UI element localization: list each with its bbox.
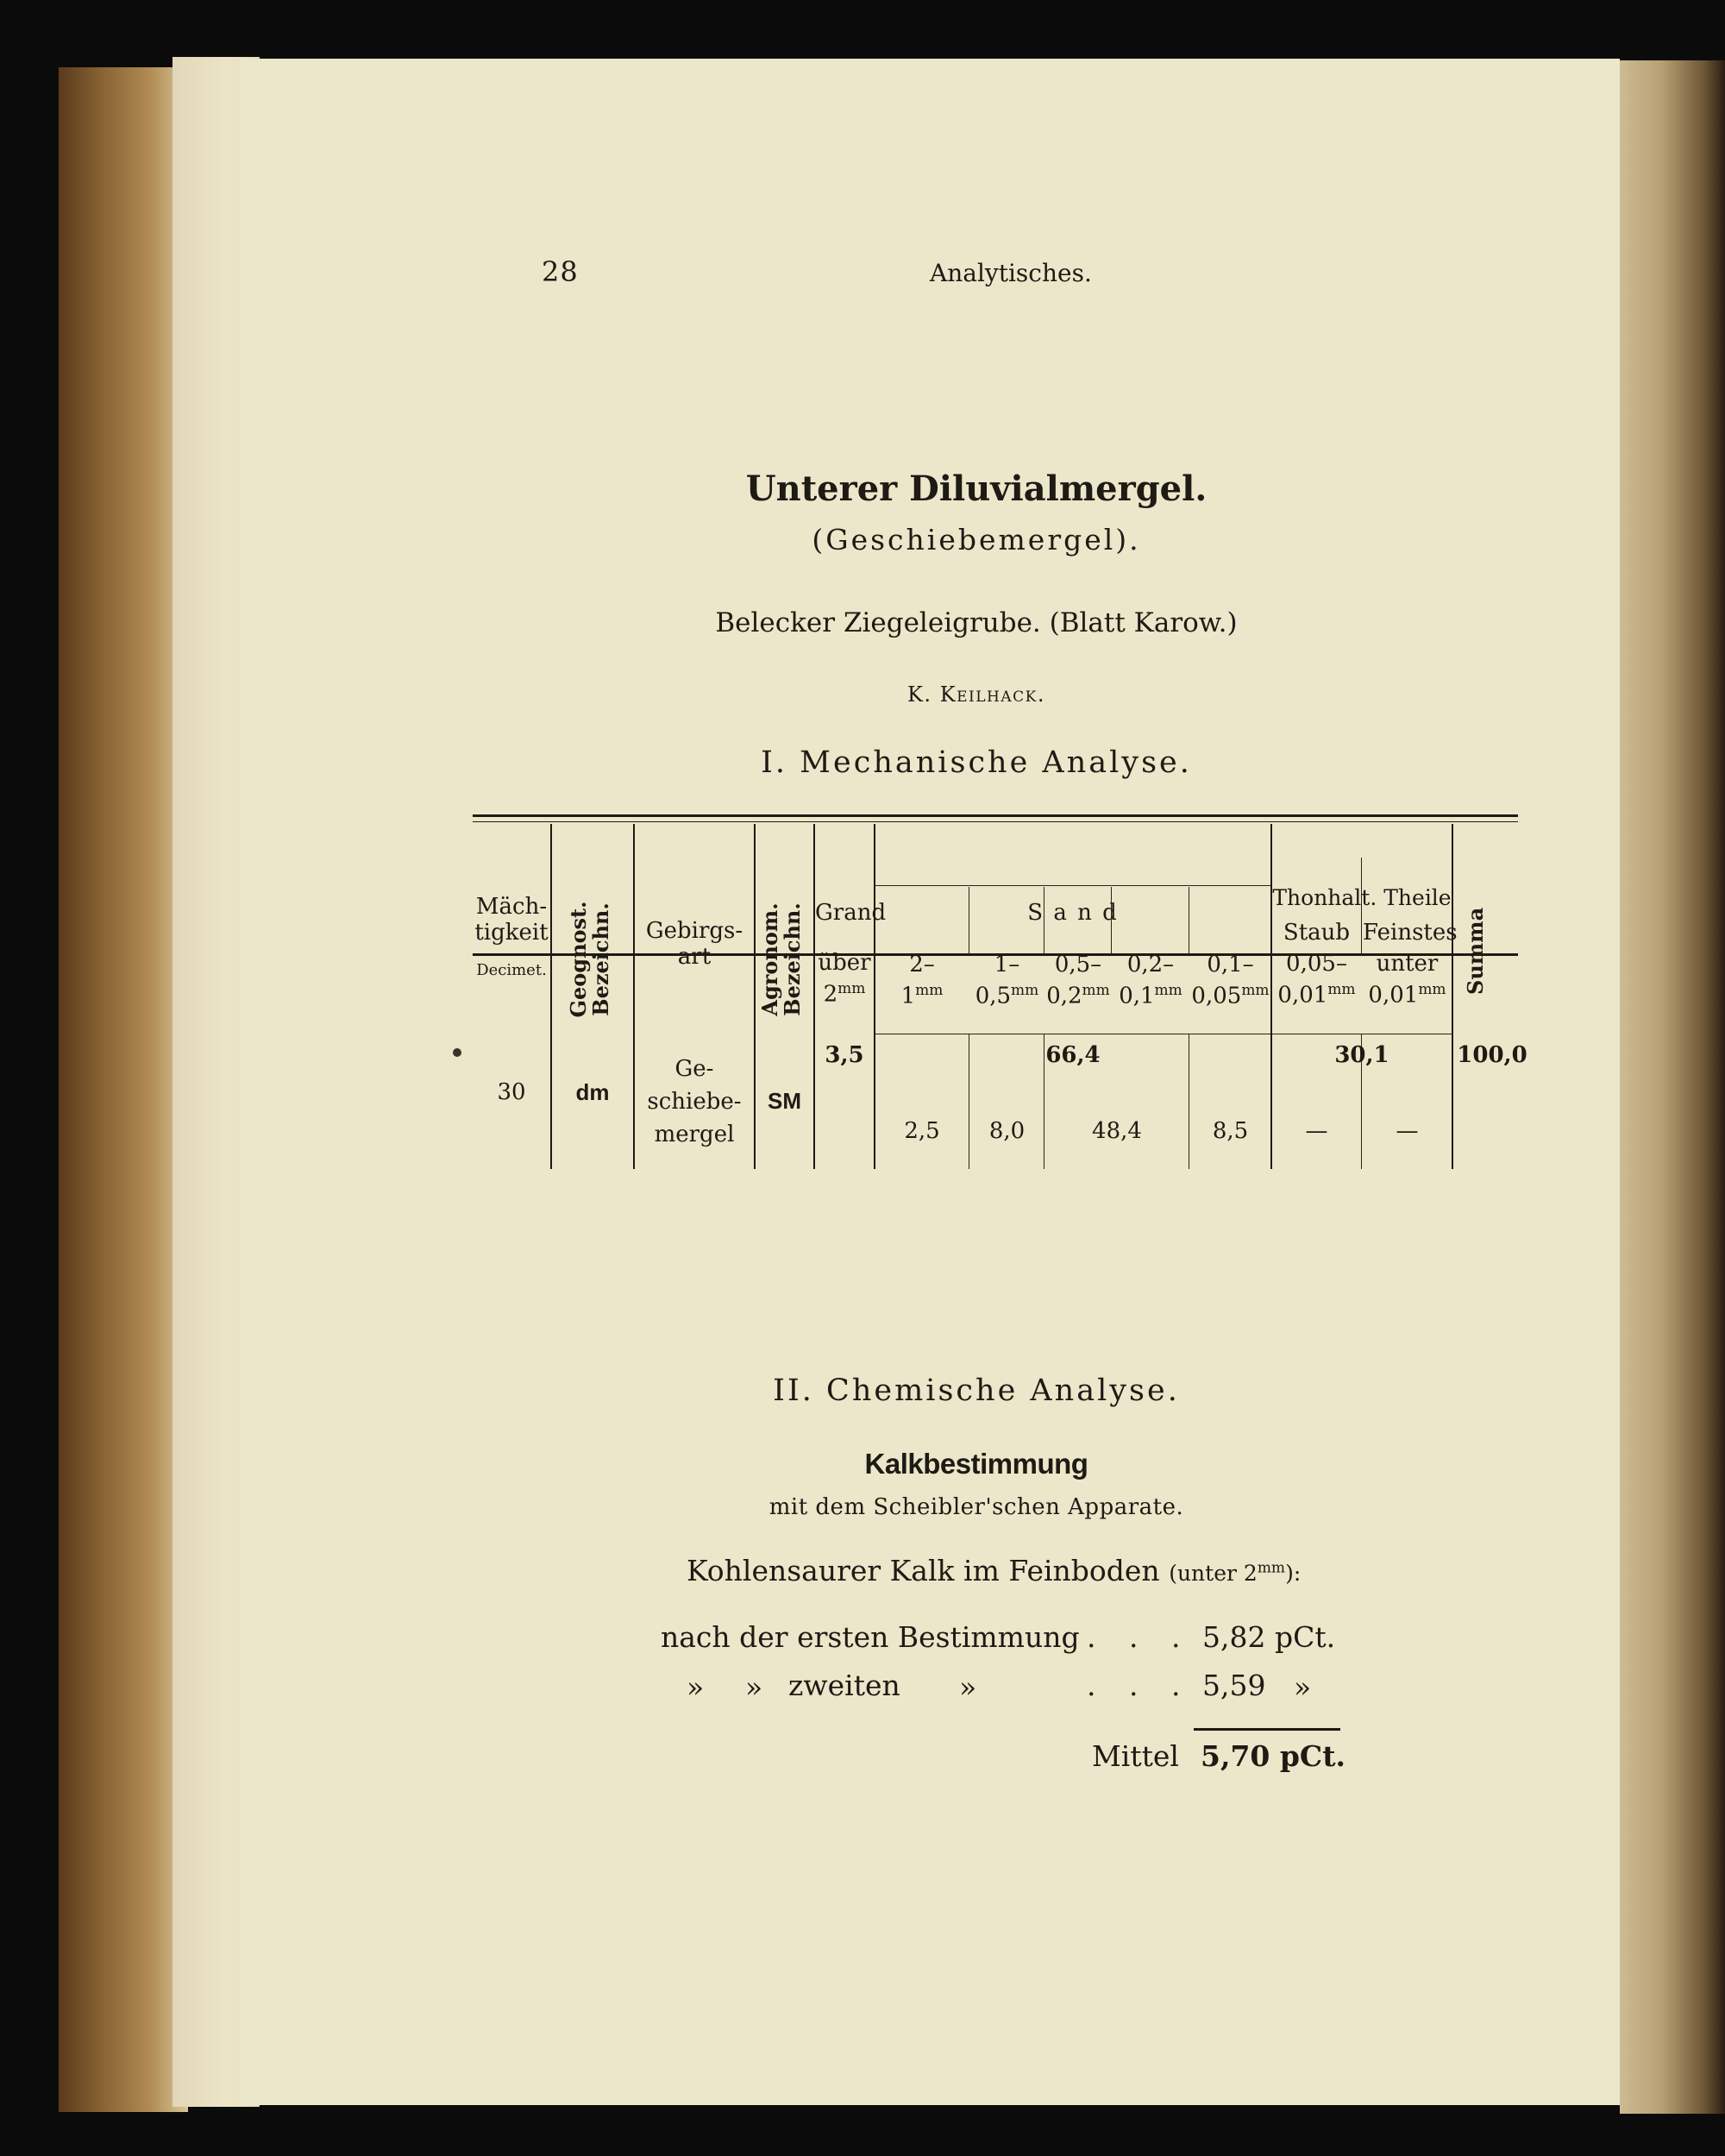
header-feinstes-top: unter: [1376, 951, 1439, 977]
sand-col-2-top: 1–: [994, 952, 1020, 977]
sand-col-1-top: 2–: [909, 952, 935, 977]
cell-sand-value: 2,5: [904, 1118, 940, 1144]
header-maechtigkeit-line1: Mäch-: [475, 894, 548, 920]
cell-summa: 100,0: [1457, 1042, 1527, 1068]
sand-col-2-bottom: $0,5^{mm}$: [975, 982, 1039, 1009]
header-grand-ueber: über: [818, 950, 871, 976]
header-geognost-line2: Bezeichn.: [588, 902, 613, 1016]
header-staub-label: Staub: [1283, 920, 1351, 946]
table-divider: [754, 824, 756, 1169]
cell-sand-value: 48,4: [1092, 1118, 1142, 1144]
sand-col-5-top: 0,1–: [1207, 952, 1254, 977]
header-maechtigkeit: [473, 894, 550, 984]
section-heading-mechanical: I. Mechanische Analyse.: [761, 745, 1192, 780]
cell-gebirgsart-line2: schiebe-: [647, 1089, 742, 1115]
sand-col-5-bottom: $0,05^{mm}$: [1191, 982, 1270, 1009]
table-divider: [550, 824, 552, 1169]
cell-gebirgsart-line3: mergel: [654, 1122, 735, 1147]
cell-gebirgsart-line1: Ge-: [674, 1056, 714, 1082]
sample-location: Belecker Ziegeleigrube. (Blatt Karow.): [715, 607, 1238, 638]
sand-col-1-bottom: $1^{mm}$: [900, 982, 944, 1009]
sand-col-4-top: 0,2–: [1126, 952, 1175, 977]
header-sand: S a n d: [1027, 900, 1119, 926]
header-feinstes-label: Feinstes: [1363, 920, 1458, 946]
header-gebirgsart-line1: Gebirgs-: [645, 918, 743, 944]
cell-maechtigkeit: 30: [497, 1079, 526, 1105]
article-subtitle: (Geschiebemergel).: [812, 523, 1141, 556]
header-agronom: [759, 899, 807, 1020]
header-staub: [1272, 920, 1361, 1009]
ink-speck: [453, 1048, 461, 1057]
chem-intro: [687, 1554, 1301, 1587]
header-agronom-line1: Agronom.: [757, 902, 782, 1016]
sand-col-4-bottom: $0,1^{mm}$: [1119, 982, 1182, 1009]
header-maechtigkeit-line2: tigkeit: [474, 920, 549, 946]
chem-line-1-label: nach der ersten Bestimmung: [661, 1620, 1080, 1654]
cell-sand-value: 8,5: [1212, 1118, 1249, 1144]
header-gebirgsart: [635, 918, 754, 970]
header-grand: [815, 900, 887, 1008]
chem-line-2-value: 5,59: [1202, 1669, 1266, 1702]
header-sand-col-4: [1113, 952, 1189, 1009]
header-sand-col-1: [875, 952, 969, 1009]
header-gebirgsart-line2: art: [677, 944, 712, 970]
cell-thon-total: 30,1: [1334, 1042, 1389, 1068]
header-staub-top: 0,05–: [1286, 951, 1347, 977]
running-head: [240, 255, 1620, 307]
sand-subheader-rule: [875, 885, 1270, 886]
author: K. Keilhack.: [907, 682, 1045, 707]
chem-intro-text: Kohlensaurer Kalk im Feinboden: [687, 1554, 1160, 1587]
header-feinstes-bottom: $0,01^{mm}$: [1368, 981, 1446, 1009]
book-spine-edge: [59, 67, 188, 2112]
header-sand-col-5: [1190, 952, 1270, 1009]
chem-line-2-label: zweiten: [788, 1669, 900, 1702]
header-sand-col-2: [970, 952, 1044, 1009]
header-agronom-line2: Bezeichn.: [780, 902, 805, 1016]
chem-intro-small: (unter $2^{mm}$):: [1169, 1559, 1302, 1586]
cell-sand-total: 66,4: [1045, 1042, 1101, 1068]
header-sand-col-3: [1045, 952, 1111, 1009]
kalk-title: Kalkbestimmung: [864, 1448, 1088, 1480]
header-summa: Summa: [1463, 907, 1488, 995]
page-number: 28: [542, 255, 579, 288]
cell-grand: 3,5: [825, 1042, 864, 1068]
page: [240, 59, 1620, 2105]
header-geognost-line1: Geognost.: [566, 901, 591, 1018]
chem-line-2-ditto: »: [745, 1670, 763, 1704]
table-divider: [1452, 824, 1453, 1169]
header-grand-label: Grand: [815, 900, 887, 926]
section-heading-chemical: II. Chemische Analyse.: [773, 1373, 1180, 1408]
table-top-rule: [473, 814, 1518, 822]
cell-staub: —: [1305, 1118, 1328, 1144]
header-staub-bottom: $0,01^{mm}$: [1277, 981, 1356, 1009]
mittel-value: 5,70 pCt.: [1201, 1739, 1346, 1773]
kalk-subtitle: mit dem Scheibler'schen Apparate.: [768, 1494, 1184, 1520]
header-unit-decimet: Decimet.: [476, 961, 547, 979]
mittel-label: Mittel: [1092, 1739, 1179, 1773]
cell-gebirgsart: [635, 1053, 754, 1151]
chem-line-1-value: 5,82 pCt.: [1202, 1620, 1336, 1654]
cell-geognost: dm: [575, 1079, 610, 1105]
cell-feinstes: —: [1396, 1118, 1419, 1144]
header-feinstes: [1363, 920, 1458, 1009]
chem-line-2-dots: . . .: [1087, 1669, 1193, 1702]
sand-col-3-top: 0,5–: [1054, 952, 1102, 977]
article-title: Unterer Diluvialmergel.: [745, 468, 1208, 509]
header-thonhalt: Thonhalt. Theile: [1272, 885, 1452, 910]
running-title: Analytisches.: [930, 259, 1092, 287]
sand-col-3-bottom: $0,2^{mm}$: [1046, 982, 1110, 1009]
chem-line-1-dots: . . .: [1087, 1620, 1193, 1654]
header-grand-size: $2^{mm}$: [823, 980, 866, 1008]
chem-line-2-ditto: »: [687, 1670, 705, 1704]
chem-line-2-ditto: »: [1294, 1670, 1312, 1704]
sum-rule: [1194, 1728, 1340, 1731]
chem-line-2-ditto: »: [959, 1670, 977, 1704]
cell-agronom: SM: [768, 1088, 801, 1114]
book-right-edge: [1620, 60, 1725, 2114]
header-geognost: [568, 899, 616, 1020]
cell-sand-value: 8,0: [988, 1118, 1026, 1144]
